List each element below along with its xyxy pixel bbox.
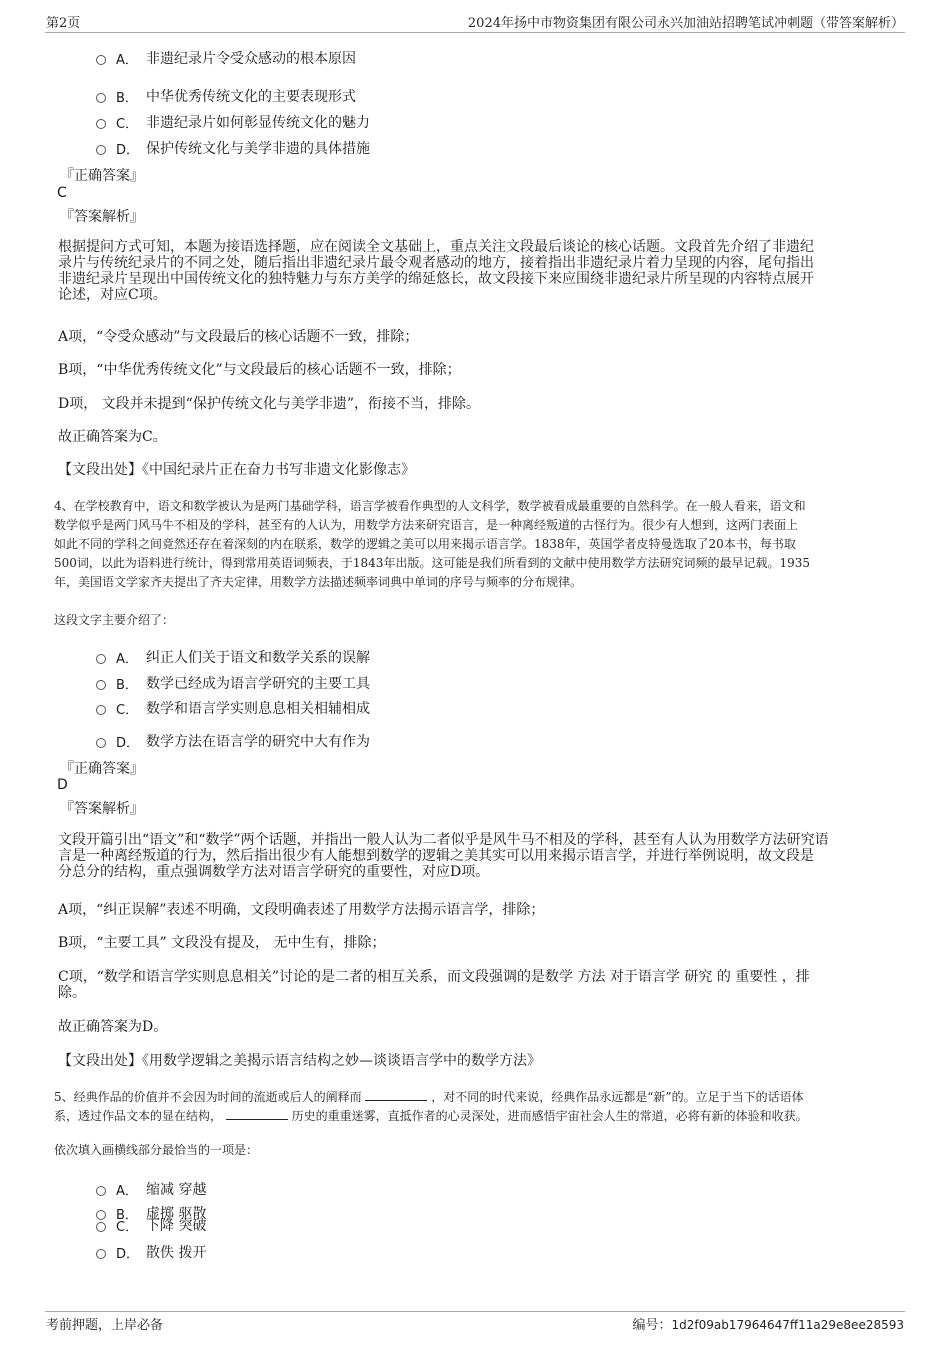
stem-line: 4、在学校教育中，语文和数学被认为是两门基础学科，语言学被看作典型的人文科学，数学被看成最重要的自然科学。在一般人看来，语文和 [54,499,806,513]
option-a[interactable] [96,647,370,667]
option-letter: D． [116,142,140,158]
stem-text: 5、经典作品的价值并不会因为时间的流逝或后人的阐释而 [54,1090,362,1104]
option-letter: B． [116,90,138,106]
question-stem [54,1088,896,1126]
option-text: 数学和语言学实则息息相关相辅相成 [146,701,370,717]
header-divider [45,32,905,33]
radio-icon[interactable] [96,680,106,690]
radio-icon[interactable] [96,145,106,155]
analysis-line: 言是一种离经叛道的行为，然后指出很少有人能想到数学的逻辑之美其实可以用来揭示语言学，并进行举例说明，故文段是 [58,848,814,864]
radio-icon[interactable] [96,1249,106,1259]
correct-answer: D [57,777,68,793]
option-c[interactable] [96,1215,206,1235]
stem-line [54,1088,896,1107]
option-a[interactable] [96,1179,206,1199]
option-text: 虚掷 驱散 [146,1206,207,1222]
option-d[interactable] [96,731,370,751]
note-line: C项，“数学和语言学实则息息相关”讨论的是二者的相互关系，而文段强调的是数学 方法 对于语言学 研究 的 重要性 ，排 [58,969,810,985]
option-letter: C． [116,702,139,718]
code-value: 1d2f09ab17964647ff11a29e8ee28593 [671,1318,904,1332]
option-letter: A． [116,52,138,68]
question-stem [54,497,896,592]
stem-text: 系，透过作品文本的显在结构， [54,1109,223,1123]
option-d[interactable] [96,138,370,158]
footer-slogan: 考前押题，上岸必备 [46,1318,164,1333]
analysis-label: 『答案解析』 [60,801,144,817]
option-letter: A． [116,1183,138,1199]
question-prompt: 依次填入画横线部分最恰当的一项是： [54,1143,259,1157]
radio-icon[interactable] [96,119,106,129]
radio-icon[interactable] [96,654,106,664]
document-code [632,1314,904,1333]
option-d-note: D项， 文段并未提到“保护传统文化与美学非遗”，衔接不当，排除。 [58,396,480,412]
option-letter: C． [116,1219,139,1235]
radio-icon[interactable] [96,55,106,65]
fill-blank [226,1107,288,1120]
option-text: 下降 突破 [146,1218,207,1234]
analysis-paragraph [58,239,894,303]
stem-line: 数学似乎是两门风马牛不相及的学科，甚至有的人认为，用数学方法来研究语言，是一种离经叛道的古怪行为。很少有人想到，这两门表面上 [54,518,799,532]
source: 【文段出处】《用数学逻辑之美揭示语言结构之妙—谈谈语言学中的数学方法》 [58,1053,541,1069]
answer-label: 『正确答案』 [60,761,144,777]
document-title: 2024年扬中市物资集团有限公司永兴加油站招聘笔试冲刺题（带答案解析） [467,16,904,31]
option-letter: B． [116,1207,138,1223]
answer-label: 『正确答案』 [60,168,144,184]
code-label: 编号： [632,1318,672,1333]
option-b[interactable] [96,86,356,106]
fill-blank [365,1088,427,1101]
radio-icon[interactable] [96,93,106,103]
option-text: 数学方法在语言学的研究中大有作为 [146,734,370,750]
radio-icon[interactable] [96,1186,106,1196]
analysis-line: 论述，对应C项。 [58,287,167,303]
footer-divider [45,1311,905,1312]
option-letter: D． [116,1246,140,1262]
question-prompt: 这段文字主要介绍了： [54,613,175,627]
analysis-line: 分总分的结构，重点强调数学方法对语言学研究的重要性，对应D项。 [58,864,490,880]
analysis-line: 录片与传统纪录片的不同之处，随后指出非遗纪录片最令观者感动的地方，接着指出非遗纪录片着力呈现的内容，尾句指出 [58,255,814,271]
option-c[interactable] [96,112,370,132]
option-text: 保护传统文化与美学非遗的具体措施 [146,141,370,157]
option-letter: D． [116,735,140,751]
option-text: 非遗纪录片令受众感动的根本原因 [146,51,356,67]
stem-line: 500词，以此为语料进行统计，得到常用英语词频表，于1843年出版。这可能是我们所看到的文献中使用数学方法研究词频的最早记载。1935 [54,556,810,570]
option-text: 数学已经成为语言学研究的主要工具 [146,676,370,692]
analysis-label: 『答案解析』 [60,209,144,225]
option-d[interactable] [96,1242,206,1262]
note-line: 除。 [58,985,86,1001]
option-b[interactable] [96,673,370,693]
stem-line [54,1107,896,1126]
radio-icon[interactable] [96,1222,106,1232]
option-c-note [58,969,894,1001]
option-a[interactable] [96,48,356,68]
stem-line: 年，美国语文学家齐夫提出了齐夫定律，用数学方法描述频率词典中单词的序号与频率的分布规律。 [54,575,583,589]
source: 【文段出处】《中国纪录片正在奋力书写非遗文化影像志》 [58,462,415,478]
correct-answer: C [57,185,67,201]
option-text: 非遗纪录片如何彰显传统文化的魅力 [146,115,370,131]
option-text: 缩减 穿越 [146,1182,207,1198]
radio-icon[interactable] [96,705,106,715]
conclusion: 故正确答案为C。 [58,429,167,445]
option-letter: C． [116,116,139,132]
option-text: 散佚 拨开 [146,1245,207,1261]
analysis-line: 根据提问方式可知，本题为接语选择题，应在阅读全文基础上，重点关注文段最后谈论的核心话题。文段首先介绍了非遗纪 [58,239,814,255]
option-letter: A． [116,651,138,667]
option-a-note: A项，“纠正误解”表述不明确，文段明确表述了用数学方法揭示语言学，排除； [58,902,545,918]
analysis-line: 文段开篇引出“语文”和“数学”两个话题，并指出一般人认为二者似乎是风牛马不相及的学科，甚至有人认为用数学方法研究语 [58,832,829,848]
option-b-note: B项，“主要工具” 文段没有提及， 无中生有，排除； [58,935,386,951]
option-text: 中华优秀传统文化的主要表现形式 [146,89,356,105]
stem-text: ，对不同的时代来说，经典作品永远都是“新”的。立足于当下的话语体 [431,1090,804,1104]
option-text: 纠正人们关于语文和数学关系的误解 [146,650,370,666]
page-number: 第2页 [46,16,81,31]
analysis-line: 非遗纪录片呈现出中国传统文化的独特魅力与东方美学的绵延悠长，故文段接下来应围绕非遗纪录片所呈现的内容特点展开 [58,271,814,287]
option-c[interactable] [96,698,370,718]
conclusion: 故正确答案为D。 [58,1019,168,1035]
option-letter: B． [116,677,138,693]
option-b-note: B项，“中华优秀传统文化”与文段最后的核心话题不一致，排除； [58,362,461,378]
stem-text: 历史的重重迷雾，直抵作者的心灵深处，进而感悟宇宙社会人生的常道，必将有新的体验和收获。 [291,1109,808,1123]
option-a-note: A项，“令受众感动”与文段最后的核心话题不一致，排除； [58,329,419,345]
stem-line: 如此不同的学科之间竟然还存在着深刻的内在联系，数学的逻辑之美可以用来揭示语言学。1838年，英国学者皮特曼选取了20本书，每书取 [54,537,796,551]
radio-icon[interactable] [96,738,106,748]
analysis-paragraph [58,832,894,880]
